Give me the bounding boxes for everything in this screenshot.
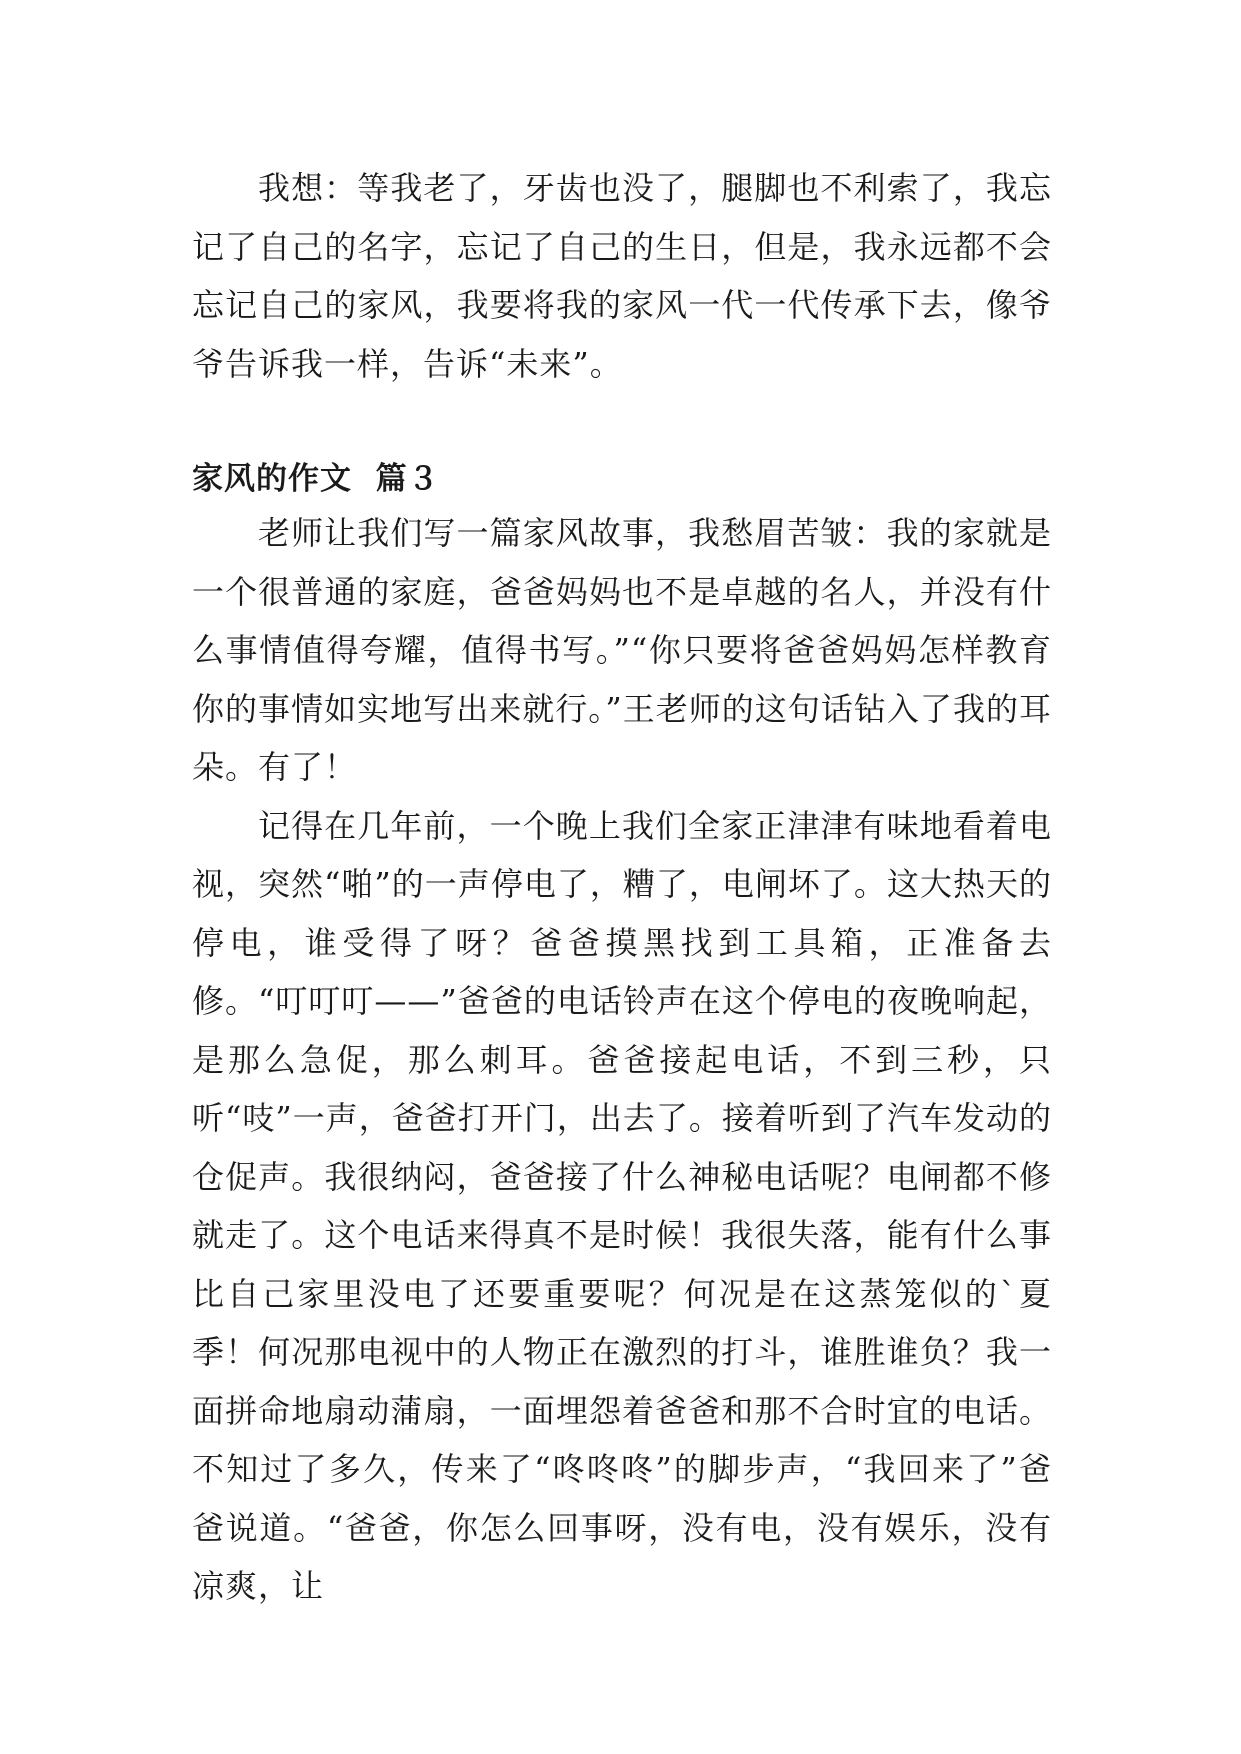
paragraph-2: 记得在几年前，一个晚上我们全家正津津有味地看着电视，突然“啪”的一声停电了，糟了，电闸坏了。这大热天的停电，谁受得了呀？爸爸摸黑找到工具箱，正准备去修。“叮叮叮——”爸爸的电话铃声在这个停电的夜晚响起，是那么急促，那么刺耳。爸爸接起电话，不到三秒，只听“吱”一声，爸爸打开门，出去了。接着听到了汽车发动的仓促声。我很纳闷，爸爸接了什么神秘电话呢？电闸都不修就走了。这个电话来得真不是时候！我很失落，能有什么事比自己家里没电了还要重要呢？何况是在这蒸笼似的`夏季！何况那电视中的人物正在激烈的打斗，谁胜谁负？我一面拼命地扇动蒲扇，一面埋怨着爸爸和那不合时宜的电话。不知过了多久，传来了“咚咚咚”的脚步声，“我回来了”爸爸说道。“爸爸，你怎么回事呀，没有电，没有娱乐，没有凉爽，让: [192, 806, 1052, 1605]
essay-body: [192, 504, 1052, 1616]
section-heading: [192, 454, 440, 504]
intro-section: [192, 159, 1052, 393]
paragraph-1: 老师让我们写一篇家风故事，我愁眉苦皱：我的家就是一个很普通的家庭，爸爸妈妈也不是卓越的名人，并没有什么事情值得夸耀，值得书写。”“你只要将爸爸妈妈怎样教育你的事情如实地写出来就行。”王老师的这句话钻入了我的耳朵。有了！: [192, 514, 1052, 786]
paragraph-intro: 我想：等我老了，牙齿也没了，腿脚也不利索了，我忘记了自己的名字，忘记了自己的生日，但是，我永远都不会忘记自己的家风，我要将我的家风一代一代传承下去，像爷爷告诉我一样，告诉“未来”。: [192, 169, 1052, 383]
section-heading-text: 家风的作文 篇３: [192, 461, 440, 497]
